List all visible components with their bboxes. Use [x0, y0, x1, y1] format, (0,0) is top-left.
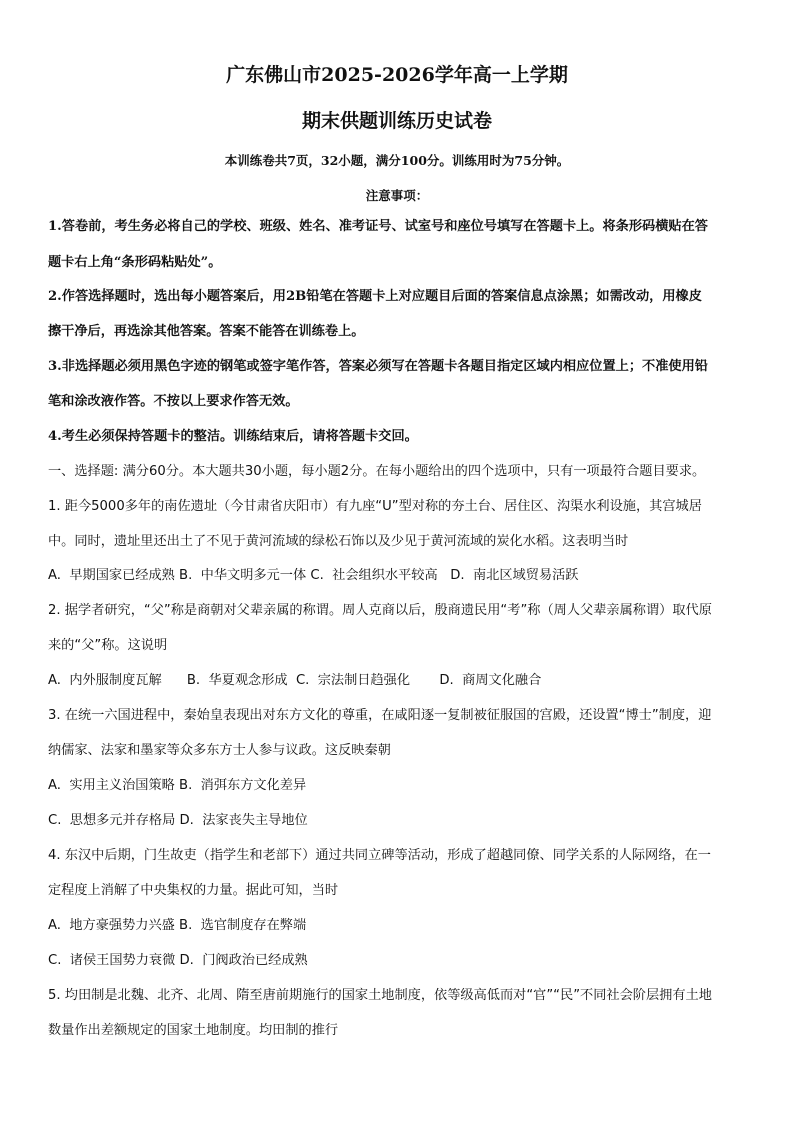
question-2-options: A. 内外服制度瓦解 B. 华夏观念形成 C. 宗法制日趋强化 D. 商周文化融合 [48, 673, 542, 688]
notice-item-3-line-2: 笔和涂改液作答。不按以上要求作答无效。 [48, 394, 299, 409]
question-1-options: A. 早期国家已经成熟 B. 中华文明多元一体 C. 社会组织水平较高 D. 南北区域贸易活跃 [48, 568, 579, 583]
exam-info: 本训练卷共7页，32小题，满分100分。训练用时为75分钟。 [224, 153, 570, 168]
question-2-line-1: 2. 据学者研究，“父”称是商朝对父辈亲属的称谓。周人克商以后，殷商遗民用“考”称（周人父辈亲属称谓）取代原 [48, 603, 712, 618]
question-4-options-row-1: A. 地方豪强势力兴盛 B. 选官制度存在弊端 [48, 918, 307, 933]
question-4-line-2: 定程度上消解了中央集权的力量。据此可知，当时 [48, 883, 339, 898]
question-4-line-1: 4. 东汉中后期，门生故吏（指学生和老部下）通过共同立碑等活动，形成了超越同僚、同学关系的人际网络，在一 [48, 848, 711, 863]
question-3-line-2: 纳儒家、法家和墨家等众多东方士人参与议政。这反映秦朝 [48, 743, 391, 758]
question-5-line-2: 数量作出差额规定的国家土地制度。均田制的推行 [48, 1023, 339, 1038]
question-3-options-row-2: C. 思想多元并存格局 D. 法家丧失主导地位 [48, 813, 308, 828]
section-heading: 一、选择题: 满分60分。本大题共30小题，每小题2分。在每小题给出的四个选项中，只有一项最符合题目要求。 [48, 464, 706, 479]
notice-item-3-line-1: 3.非选择题必须用黑色字迹的钢笔或签字笔作答，答案必须写在答题卡各题目指定区域内相应位置上；不准使用铅 [48, 359, 708, 374]
question-2-line-2: 来的“父”称。这说明 [48, 638, 168, 653]
notice-item-1-line-1: 1.答卷前，考生务必将自己的学校、班级、姓名、准考证号、试室号和座位号填写在答题卡上。将条形码横贴在答 [48, 219, 708, 234]
question-1-line-1: 1. 距今5000多年的南佐遗址（今甘肃省庆阳市）有九座“U”型对称的夯土台、居住区、沟渠水利设施，其宫城居 [48, 499, 702, 514]
question-3-line-1: 3. 在统一六国进程中，秦始皇表现出对东方文化的尊重，在咸阳逐一复制被征服国的宫殿，还设置“博士”制度，迎 [48, 708, 712, 723]
question-5-line-1: 5. 均田制是北魏、北齐、北周、隋至唐前期施行的国家土地制度，依等级高低而对“官”“民”不同社会阶层拥有土地 [48, 988, 712, 1003]
exam-title-line-2: 期末供题训练历史试卷 [301, 110, 492, 132]
question-3-options-row-1: A. 实用主义治国策略 B. 消弭东方文化差异 [48, 778, 307, 793]
notice-item-1-line-2: 题卡右上角“条形码粘贴处”。 [48, 255, 222, 270]
notice-heading: 注意事项： [365, 188, 429, 203]
notice-item-4-line-1: 4.考生必须保持答题卡的整洁。训练结束后，请将答题卡交回。 [48, 429, 418, 444]
notice-item-2-line-2: 擦干净后，再选涂其他答案。答案不能答在训练卷上。 [48, 324, 365, 339]
question-4-options-row-2: C. 诸侯王国势力衰微 D. 门阀政治已经成熟 [48, 953, 308, 968]
question-1-line-2: 中。同时，遗址里还出土了不见于黄河流域的绿松石饰以及少见于黄河流域的炭化水稻。这表明当时 [48, 534, 629, 549]
exam-title-line-1: 广东佛山市2025-2026学年高一上学期 [226, 64, 568, 86]
notice-item-2-line-1: 2.作答选择题时，选出每小题答案后，用2B铅笔在答题卡上对应题目后面的答案信息点涂黑；如需改动，用橡皮 [48, 289, 702, 304]
